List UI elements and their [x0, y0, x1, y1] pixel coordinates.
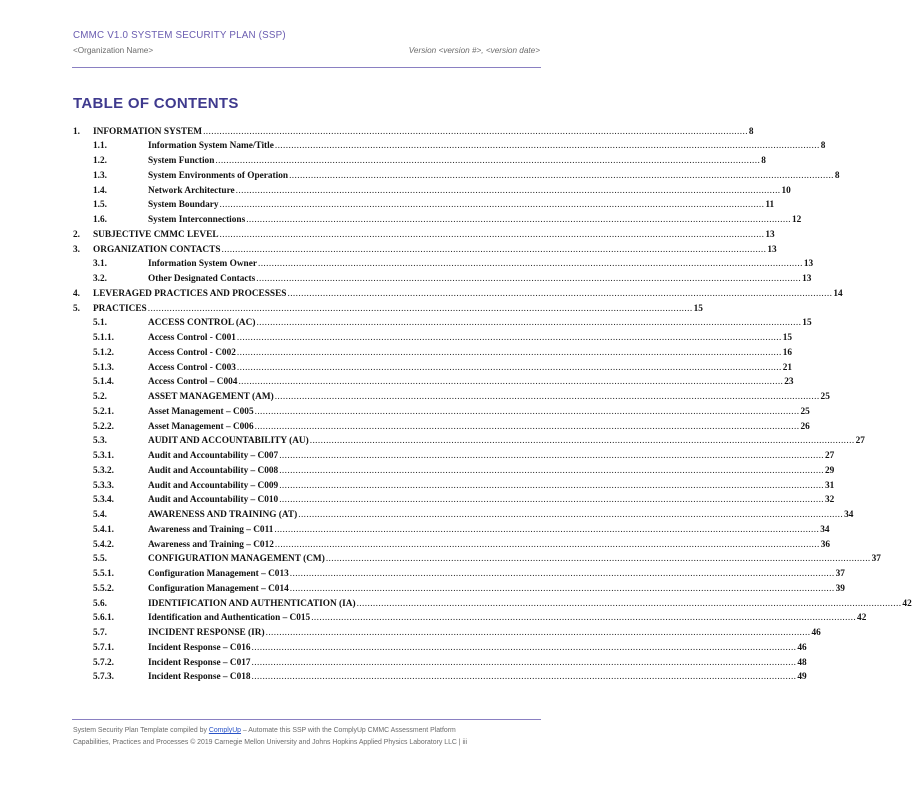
toc-entry-title: System Environments of Operation: [148, 170, 289, 181]
toc-entry-page: 27: [855, 436, 865, 447]
organization-name: <Organization Name>: [73, 46, 154, 55]
toc-entry-page: 34: [820, 524, 830, 535]
toc-entry-title: LEVERAGED PRACTICES AND PROCESSES: [93, 288, 287, 299]
toc-entry[interactable]: [0, 583, 845, 597]
toc-entry[interactable]: [0, 200, 775, 213]
toc-entry-line: [148, 554, 881, 565]
toc-entry-line: [148, 200, 775, 211]
toc-entry[interactable]: [0, 613, 867, 626]
toc-entry-title: Access Control - C003: [148, 362, 236, 373]
toc-entry[interactable]: [0, 288, 843, 302]
toc-entry[interactable]: [0, 657, 807, 671]
toc-entry[interactable]: [0, 126, 754, 140]
toc-entry-page: 13: [803, 259, 814, 270]
toc-dot-leader: ........................................................................................................................................................................................................: [279, 451, 825, 461]
toc-dot-leader: ........................................................................................................................................................................................................: [274, 539, 820, 550]
toc-dot-leader: ........................................................................................................................................................................................................: [289, 583, 835, 594]
toc-dot-leader: ........................................................................................................................................................................................................: [254, 406, 800, 417]
toc-entry-page: 8: [748, 126, 754, 137]
toc-dot-leader: ........................................................................................................................................................................................................: [325, 554, 871, 565]
toc-entry-title: ACCESS CONTROL (AC): [148, 318, 256, 329]
toc-entry-number: 5.7.: [93, 628, 107, 638]
toc-entry-line: [148, 510, 854, 520]
toc-entry[interactable]: [0, 170, 840, 184]
toc-entry-page: 15: [802, 318, 812, 329]
toc-entry-number: 5.1.3.: [93, 362, 114, 373]
toc-entry-title: System Function: [148, 156, 215, 166]
toc-entry-page: 13: [767, 244, 777, 255]
toc-entry-title: INCIDENT RESPONSE (IR): [148, 628, 265, 638]
toc-dot-leader: ........................................................................................................................................................................................................: [236, 347, 782, 358]
toc-entry-line: [148, 451, 835, 461]
toc-dot-leader: ........................................................................................................................................................................................................: [274, 141, 820, 152]
toc-entry-number: 5.3.3.: [93, 480, 114, 491]
toc-entry-page: 42: [902, 598, 912, 609]
toc-entry-number: 3.: [73, 244, 80, 255]
toc-entry[interactable]: [0, 642, 807, 656]
toc-entry-line: [148, 347, 793, 358]
toc-entry-page: 16: [782, 347, 793, 358]
toc-entry[interactable]: [0, 392, 830, 405]
toc-dot-leader: ........................................................................................................................................................................................................: [298, 510, 844, 520]
toc-dot-leader: ........................................................................................................................................................................................................: [219, 200, 765, 211]
toc-entry-page: 46: [811, 628, 821, 638]
toc-entry[interactable]: [0, 539, 831, 553]
toc-entry-line: [148, 539, 831, 550]
toc-entry-line: [148, 598, 912, 609]
toc-dot-leader: ........................................................................................................................................................................................................: [356, 598, 902, 609]
toc-entry-title: Configuration Management – C013: [148, 569, 289, 579]
toc-entry-number: 5.4.2.: [93, 539, 114, 550]
toc-dot-leader: ........................................................................................................................................................................................................: [236, 362, 782, 373]
toc-dot-leader: ........................................................................................................................................................................................................: [257, 259, 803, 270]
toc-entry-number: 1.2.: [93, 156, 107, 166]
toc-entry-line: [148, 259, 814, 270]
toc-entry-page: 12: [792, 215, 802, 225]
toc-dot-leader: ........................................................................................................................................................................................................: [254, 421, 800, 432]
toc-entry-title: Awareness and Training – C012: [148, 539, 274, 550]
toc-entry-number: 5.7.2.: [93, 657, 114, 668]
toc-entry[interactable]: [0, 406, 810, 420]
toc-entry[interactable]: [0, 436, 865, 449]
toc-entry-line: [148, 495, 835, 506]
toc-dot-leader: ........................................................................................................................................................................................................: [279, 465, 825, 476]
toc-entry[interactable]: [0, 480, 835, 494]
toc-dot-leader: ........................................................................................................................................................................................................: [287, 288, 833, 299]
toc-entry-line: [93, 244, 777, 255]
toc-entry-number: 5.6.1.: [93, 613, 114, 624]
toc-entry-page: 37: [871, 554, 881, 565]
toc-entry-page: 49: [797, 672, 807, 683]
toc-entry-page: 32: [825, 495, 835, 506]
toc-entry-number: 5.7.3.: [93, 672, 114, 683]
toc-entry-title: Asset Management – C005: [148, 406, 254, 417]
toc-entry-number: 1.5.: [93, 200, 107, 211]
footer-line-1: [73, 727, 456, 734]
toc-entry-number: 5.5.2.: [93, 583, 114, 594]
toc-entry-number: 5.3.: [93, 436, 107, 447]
toc-entry-page: 8: [834, 170, 840, 181]
toc-entry-number: 5.1.1.: [93, 333, 114, 343]
toc-entry[interactable]: [0, 495, 835, 508]
toc-entry-title: Audit and Accountability – C010: [148, 495, 279, 506]
toc-entry-page: 8: [820, 141, 826, 152]
toc-entry[interactable]: [0, 377, 794, 390]
toc-entry-number: 5.2.1.: [93, 406, 114, 417]
toc-entry-line: [148, 480, 835, 491]
toc-dot-leader: ........................................................................................................................................................................................................: [265, 628, 811, 638]
toc-entry-line: [148, 406, 810, 417]
toc-entry-number: 5.3.4.: [93, 495, 114, 506]
toc-entry-number: 1.3.: [93, 170, 107, 181]
toc-entry-page: 13: [765, 229, 775, 240]
toc-entry-page: 29: [825, 465, 835, 476]
toc-entry-line: [148, 569, 845, 579]
toc-dot-leader: ........................................................................................................................................................................................................: [274, 392, 820, 402]
toc-entry-number: 5.5.1.: [93, 569, 114, 579]
toc-entry-title: Audit and Accountability – C007: [148, 451, 279, 461]
header-title: CMMC V1.0 SYSTEM SECURITY PLAN (SSP): [73, 30, 286, 41]
toc-entry-title: Asset Management – C006: [148, 421, 254, 432]
footer-prefix: System Security Plan Template compiled by: [73, 727, 209, 734]
toc-entry-number: 5.7.1.: [93, 642, 114, 653]
toc-entry-title: Access Control - C001: [148, 333, 236, 343]
toc-entry[interactable]: [0, 318, 812, 331]
toc-dot-leader: ........................................................................................................................................................................................................: [251, 642, 797, 653]
toc-entry[interactable]: [0, 156, 766, 169]
toc-entry-line: [148, 362, 793, 373]
toc-entry-page: 42: [857, 613, 867, 624]
toc-entry-page: 10: [781, 185, 791, 196]
toc-entry-title: Incident Response – C016: [148, 642, 251, 653]
toc-entry-number: 5.2.2.: [93, 421, 114, 432]
toc-entry-page: 11: [765, 200, 775, 211]
toc-entry-title: SUBJECTIVE CMMC LEVEL: [93, 229, 219, 240]
toc-entry-title: Information System Name/Title: [148, 141, 274, 152]
toc-entry[interactable]: [0, 215, 802, 228]
toc-entry-title: Access Control – C004: [148, 377, 238, 388]
toc-dot-leader: ........................................................................................................................................................................................................: [215, 156, 761, 166]
toc-entry-title: System Boundary: [148, 200, 219, 211]
toc-entry[interactable]: [0, 554, 881, 567]
footer-suffix: – Automate this SSP with the ComplyUp CMMC Assessment Platform: [241, 727, 456, 734]
toc-entry-number: 5.4.: [93, 510, 107, 520]
toc-entry-page: 25: [800, 406, 810, 417]
toc-entry-title: System Interconnections: [148, 215, 246, 225]
toc-entry-title: IDENTIFICATION AND AUTHENTICATION (IA): [148, 598, 356, 609]
toc-entry-line: [148, 156, 766, 166]
toc-dot-leader: ........................................................................................................................................................................................................: [311, 613, 857, 624]
toc-entry-line: [148, 583, 845, 594]
toc-dot-leader: ........................................................................................................................................................................................................: [256, 274, 802, 284]
toc-entry-line: [148, 613, 867, 624]
toc-dot-leader: ........................................................................................................................................................................................................: [203, 126, 748, 137]
toc-entry-title: INFORMATION SYSTEM: [93, 126, 203, 137]
toc-entry-page: 36: [820, 539, 831, 550]
toc-entry-title: ORGANIZATION CONTACTS: [93, 244, 221, 255]
toc-entry-title: PRACTICES: [93, 303, 147, 314]
toc-entry-page: 37: [835, 569, 845, 579]
toc-dot-leader: ........................................................................................................................................................................................................: [289, 569, 835, 579]
toc-entry-line: [93, 288, 843, 299]
toc-entry-page: 39: [835, 583, 845, 594]
toc-entry-page: 48: [797, 657, 807, 668]
toc-dot-leader: ........................................................................................................................................................................................................: [279, 495, 825, 506]
toc-entry-number: 5.6.: [93, 598, 107, 609]
toc-entry-page: 21: [782, 362, 793, 373]
toc-entry[interactable]: [0, 303, 703, 317]
toc-entry-line: [148, 524, 830, 535]
toc-entry-number: 5.5.: [93, 554, 107, 565]
toc-dot-leader: ........................................................................................................................................................................................................: [309, 436, 855, 447]
toc-dot-leader: ........................................................................................................................................................................................................: [256, 318, 802, 329]
toc-entry-page: 15: [782, 333, 793, 343]
toc-entry-line: [148, 628, 821, 638]
toc-entry[interactable]: [0, 672, 807, 685]
toc-entry[interactable]: [0, 569, 845, 582]
toc-entry[interactable]: [0, 274, 812, 287]
toc-entry-number: 5.1.: [93, 318, 107, 329]
toc-entry-page: 14: [833, 288, 843, 299]
toc-entry-number: 5.2.: [93, 392, 107, 402]
toc-entry[interactable]: [0, 259, 814, 272]
toc-entry[interactable]: [0, 451, 835, 464]
toc-heading: TABLE OF CONTENTS: [73, 95, 239, 112]
toc-entry-line: [148, 274, 812, 284]
toc-entry-line: [93, 303, 703, 314]
toc-entry[interactable]: [0, 598, 912, 612]
toc-entry[interactable]: [0, 244, 777, 258]
toc-entry-number: 5.3.2.: [93, 465, 114, 476]
toc-entry-line: [148, 465, 835, 476]
toc-entry-line: [148, 185, 791, 196]
toc-entry-page: 8: [761, 156, 766, 166]
toc-entry-line: [148, 436, 865, 447]
toc-entry-title: Configuration Management – C014: [148, 583, 289, 594]
toc-entry-line: [148, 170, 840, 181]
toc-entry-line: [148, 672, 807, 683]
toc-entry-line: [148, 141, 826, 152]
toc-entry-title: Audit and Accountability – C008: [148, 465, 279, 476]
toc-entry[interactable]: [0, 347, 793, 361]
toc-entry-number: 1.4.: [93, 185, 107, 196]
toc-entry-title: Information System Owner: [148, 259, 257, 270]
toc-entry-number: 3.1.: [93, 259, 107, 270]
toc-entry[interactable]: [0, 229, 775, 243]
toc-entry-number: 4.: [73, 288, 80, 299]
toc-entry-number: 2.: [73, 229, 80, 240]
toc-entry-number: 1.1.: [93, 141, 107, 152]
toc-dot-leader: ........................................................................................................................................................................................................: [219, 229, 765, 240]
toc-entry-number: 5.1.4.: [93, 377, 114, 388]
toc-dot-leader: ........................................................................................................................................................................................................: [279, 480, 825, 491]
toc-entry-title: Incident Response – C017: [148, 657, 251, 668]
toc-entry-page: 15: [693, 303, 703, 314]
footer-divider: [72, 719, 541, 720]
toc-entry[interactable]: [0, 510, 854, 523]
toc-dot-leader: ........................................................................................................................................................................................................: [221, 244, 767, 255]
toc-entry-title: Audit and Accountability – C009: [148, 480, 279, 491]
toc-entry-page: 26: [800, 421, 810, 432]
toc-entry-page: 31: [825, 480, 835, 491]
toc-entry-title: Access Control - C002: [148, 347, 236, 358]
toc-entry-number: 5.3.1.: [93, 451, 114, 461]
toc-entry-page: 25: [820, 392, 830, 402]
toc-entry-number: 5.: [73, 303, 80, 314]
toc-entry-title: ASSET MANAGEMENT (AM): [148, 392, 274, 402]
toc-dot-leader: ........................................................................................................................................................................................................: [147, 303, 693, 314]
toc-entry[interactable]: [0, 362, 793, 376]
toc-entry-line: [93, 126, 754, 137]
toc-dot-leader: ........................................................................................................................................................................................................: [235, 185, 781, 196]
version-info: Version <version #>, <version date>: [408, 46, 540, 55]
toc-entry[interactable]: [0, 524, 830, 538]
toc-entry-title: CONFIGURATION MANAGEMENT (CM): [148, 554, 325, 565]
toc-entry-page: 46: [797, 642, 807, 653]
toc-entry-title: Awareness and Training – C011: [148, 524, 274, 535]
toc-entry-title: Incident Response – C018: [148, 672, 251, 683]
toc-dot-leader: ........................................................................................................................................................................................................: [251, 657, 797, 668]
toc-entry-title: AUDIT AND ACCOUNTABILITY (AU): [148, 436, 309, 447]
toc-entry[interactable]: [0, 465, 835, 479]
complyup-link[interactable]: ComplyUp: [208, 727, 242, 734]
toc-entry-page: 23: [784, 377, 794, 388]
toc-entry-number: 1.: [73, 126, 80, 137]
toc-entry-line: [148, 392, 830, 402]
toc-entry-number: 3.2.: [93, 274, 107, 284]
toc-dot-leader: ........................................................................................................................................................................................................: [236, 333, 782, 343]
toc-entry-page: 13: [802, 274, 812, 284]
toc-entry-line: [148, 657, 807, 668]
toc-entry-line: [148, 333, 793, 343]
toc-entry[interactable]: [0, 141, 826, 154]
toc-entry-number: 5.1.2.: [93, 347, 114, 358]
toc-dot-leader: ........................................................................................................................................................................................................: [274, 524, 820, 535]
toc-entry-title: Network Architecture: [148, 185, 235, 196]
toc-entry-title: AWARENESS AND TRAINING (AT): [148, 510, 298, 520]
toc-entry-line: [148, 421, 810, 432]
toc-entry-title: Identification and Authentication – C015: [148, 613, 311, 624]
toc-entry-line: [148, 318, 812, 329]
toc-dot-leader: ........................................................................................................................................................................................................: [251, 672, 797, 683]
toc-entry-number: 5.4.1.: [93, 524, 114, 535]
toc-entry-line: [148, 642, 807, 653]
toc-entry-line: [148, 377, 794, 388]
toc-dot-leader: ........................................................................................................................................................................................................: [238, 377, 784, 388]
toc-entry[interactable]: [0, 628, 821, 641]
toc-entry[interactable]: [0, 333, 793, 346]
toc-entry-page: 27: [825, 451, 835, 461]
toc-entry[interactable]: [0, 421, 810, 435]
footer-line-2: Capabilities, Practices and Processes © 2019 Carnegie Mellon University and Johns Hopkins Applied Physics Laboratory LLC | iii: [73, 739, 468, 746]
toc-dot-leader: ........................................................................................................................................................................................................: [289, 170, 834, 181]
toc-entry[interactable]: [0, 185, 791, 199]
toc-entry-title: Other Designated Contacts: [148, 274, 256, 284]
toc-entry-line: [148, 215, 802, 225]
toc-dot-leader: ........................................................................................................................................................................................................: [246, 215, 792, 225]
toc-entry-page: 34: [844, 510, 854, 520]
toc-entry-line: [93, 229, 775, 240]
toc-entry-number: 1.6.: [93, 215, 107, 225]
